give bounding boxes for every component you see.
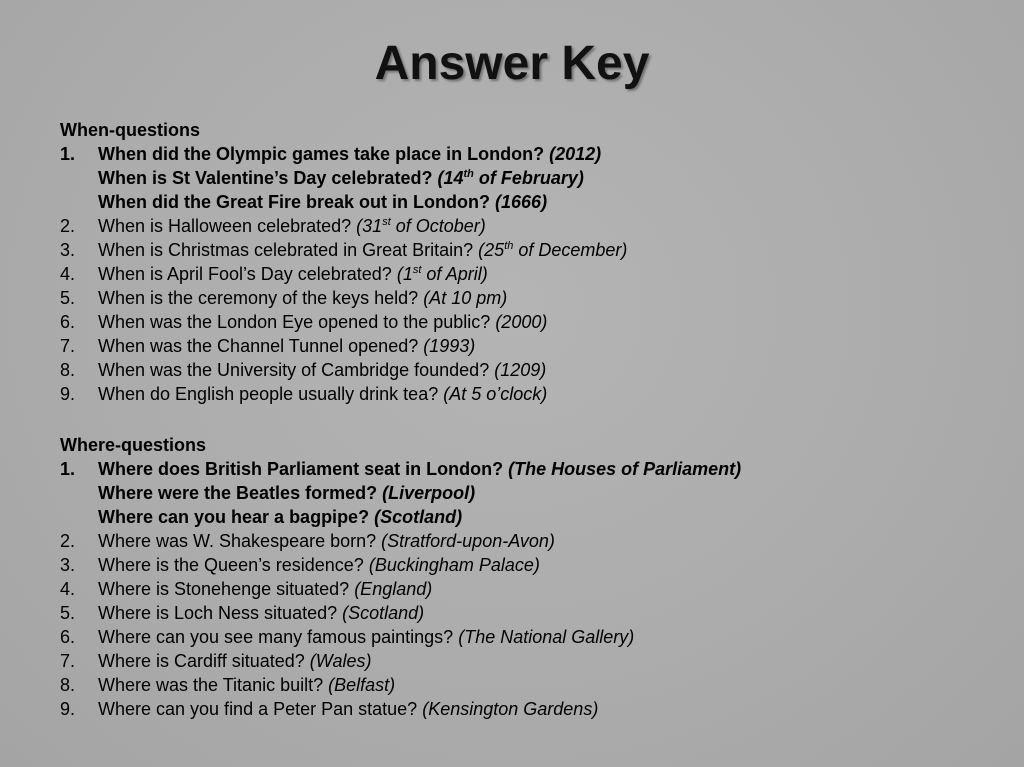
question: Where can you find a Peter Pan statue? xyxy=(98,699,418,719)
answer xyxy=(381,531,555,551)
section-heading: When-questions xyxy=(60,120,200,140)
answer-text: (At 10 pm) xyxy=(423,288,508,308)
answer-text-rest: of December) xyxy=(513,240,628,260)
answer xyxy=(495,192,547,212)
answer xyxy=(495,312,547,332)
question-number: 4. xyxy=(60,264,76,284)
question: When was the University of Cambridge founded? xyxy=(98,360,490,380)
question: Where is Loch Ness situated? xyxy=(98,603,338,623)
question-number: 5. xyxy=(60,288,76,308)
question: When do English people usually drink tea? xyxy=(98,384,439,404)
question-number: 1. xyxy=(60,144,76,164)
question-number: 3. xyxy=(60,240,76,260)
question-line xyxy=(60,286,1000,310)
question-number: 6. xyxy=(60,312,76,332)
answer xyxy=(382,483,475,503)
question-line xyxy=(60,673,1000,697)
question-line xyxy=(60,166,1000,190)
question: Where was the Titanic built? xyxy=(98,675,324,695)
question-text xyxy=(98,214,486,238)
question-text xyxy=(98,505,462,529)
answer-text: (The Houses of Parliament) xyxy=(508,459,742,479)
answer-text-rest: of October) xyxy=(390,216,486,236)
question-line xyxy=(60,601,1000,625)
answer xyxy=(478,240,627,260)
question-text xyxy=(98,457,741,481)
slide-title: Answer Key xyxy=(374,37,650,90)
answer-text: (1 xyxy=(396,264,413,284)
question-line xyxy=(60,142,1000,166)
question: When is Christmas celebrated in Great Britain? xyxy=(98,240,474,260)
answer-ordinal-suffix: st xyxy=(382,216,391,228)
question-line xyxy=(60,238,1000,262)
answer-text: (2012) xyxy=(549,144,602,164)
answer xyxy=(374,507,462,527)
question-line xyxy=(60,481,1000,505)
answer-text: (2000) xyxy=(495,312,548,332)
answer-text: (At 5 o’clock) xyxy=(443,384,548,404)
answer-text: (Kensington Gardens) xyxy=(422,699,599,719)
answer-text: (1666) xyxy=(495,192,548,212)
question-text xyxy=(98,190,547,214)
answer xyxy=(397,264,488,284)
answer xyxy=(423,336,475,356)
question-line xyxy=(60,382,1000,406)
question-text xyxy=(98,649,371,673)
question-line xyxy=(60,625,1000,649)
question: Where can you see many famous paintings? xyxy=(98,627,454,647)
answer-text: (Belfast) xyxy=(328,675,396,695)
question-number: 7. xyxy=(60,651,76,671)
answer xyxy=(354,579,432,599)
question-text xyxy=(98,358,546,382)
question-line xyxy=(60,358,1000,382)
question-line xyxy=(60,262,1000,286)
where-questions-list xyxy=(60,457,1000,721)
question-text xyxy=(98,697,598,721)
question-text xyxy=(98,601,424,625)
when-questions-section xyxy=(60,118,1000,406)
answer-text: (1993) xyxy=(423,336,476,356)
question-text xyxy=(98,286,507,310)
answer-text: (1209) xyxy=(494,360,547,380)
answer-text: (Scotland) xyxy=(342,603,425,623)
question: When was the London Eye opened to the public? xyxy=(98,312,491,332)
question-number: 2. xyxy=(60,216,76,236)
question-number: 9. xyxy=(60,699,76,719)
question-number: 8. xyxy=(60,675,76,695)
answer-text: (14 xyxy=(437,168,464,188)
question: When is Halloween celebrated? xyxy=(98,216,352,236)
question: Where is Cardiff situated? xyxy=(98,651,305,671)
question-number: 2. xyxy=(60,531,76,551)
question-number: 5. xyxy=(60,603,76,623)
question-line xyxy=(60,190,1000,214)
answer xyxy=(369,555,540,575)
answer xyxy=(443,384,547,404)
question-text xyxy=(98,166,584,190)
question-text xyxy=(98,481,475,505)
answer-ordinal-suffix: th xyxy=(504,240,514,252)
question-line xyxy=(60,529,1000,553)
question: Where were the Beatles formed? xyxy=(98,483,378,503)
answer-text: (Buckingham Palace) xyxy=(368,555,540,575)
answer xyxy=(458,627,634,647)
question: When is St Valentine’s Day celebrated? xyxy=(98,168,433,188)
question-number: 1. xyxy=(60,459,76,479)
question-number: 9. xyxy=(60,384,76,404)
answer-text: (Stratford-upon-Avon) xyxy=(381,531,555,551)
question-text xyxy=(98,577,432,601)
answer-text-rest: of February) xyxy=(473,168,584,188)
question-text xyxy=(98,625,634,649)
question-line xyxy=(60,334,1000,358)
question: Where can you hear a bagpipe? xyxy=(98,507,370,527)
answer-text: (The National Gallery) xyxy=(458,627,635,647)
question-text xyxy=(98,238,627,262)
question-text xyxy=(98,529,555,553)
question-line xyxy=(60,577,1000,601)
question-text xyxy=(98,553,540,577)
answer-text: (25 xyxy=(478,240,505,260)
question: Where is the Queen’s residence? xyxy=(98,555,364,575)
question-number: 7. xyxy=(60,336,76,356)
answer-text: (Scotland) xyxy=(374,507,463,527)
question-line xyxy=(60,457,1000,481)
answer xyxy=(437,168,583,188)
answer-ordinal-suffix: st xyxy=(412,264,422,276)
question-line xyxy=(60,214,1000,238)
question: When did the Great Fire break out in London? xyxy=(98,192,491,212)
answer-ordinal-suffix: th xyxy=(463,168,474,180)
answer xyxy=(328,675,395,695)
question-text xyxy=(98,673,395,697)
question-line xyxy=(60,553,1000,577)
question-line xyxy=(60,505,1000,529)
answer xyxy=(549,144,601,164)
when-questions-list xyxy=(60,142,1000,406)
question-text xyxy=(98,382,547,406)
answer-text: (Liverpool) xyxy=(382,483,476,503)
answer xyxy=(508,459,741,479)
answer xyxy=(310,651,372,671)
question: When was the Channel Tunnel opened? xyxy=(98,336,419,356)
answer-text-rest: of April) xyxy=(421,264,488,284)
answer xyxy=(423,288,507,308)
question-line xyxy=(60,310,1000,334)
answer xyxy=(494,360,546,380)
question-number: 4. xyxy=(60,579,76,599)
question-number: 6. xyxy=(60,627,76,647)
question: Where is Stonehenge situated? xyxy=(98,579,350,599)
question-line xyxy=(60,697,1000,721)
question-text xyxy=(98,142,601,166)
answer xyxy=(342,603,424,623)
answer-text: (31 xyxy=(356,216,383,236)
answer xyxy=(422,699,598,719)
answer-text: (England) xyxy=(354,579,433,599)
question-text xyxy=(98,334,475,358)
question: When did the Olympic games take place in London? xyxy=(98,144,545,164)
answer-text: (Wales) xyxy=(309,651,372,671)
where-questions-section xyxy=(60,433,1000,721)
question: When is the ceremony of the keys held? xyxy=(98,288,419,308)
question: Where was W. Shakespeare born? xyxy=(98,531,377,551)
answer xyxy=(356,216,486,236)
section-heading: Where-questions xyxy=(60,435,207,455)
question-number: 3. xyxy=(60,555,76,575)
question: When is April Fool’s Day celebrated? xyxy=(98,264,392,284)
question-line xyxy=(60,649,1000,673)
question-text xyxy=(98,310,547,334)
question-text xyxy=(98,262,488,286)
question: Where does British Parliament seat in London? xyxy=(98,459,504,479)
question-number: 8. xyxy=(60,360,76,380)
